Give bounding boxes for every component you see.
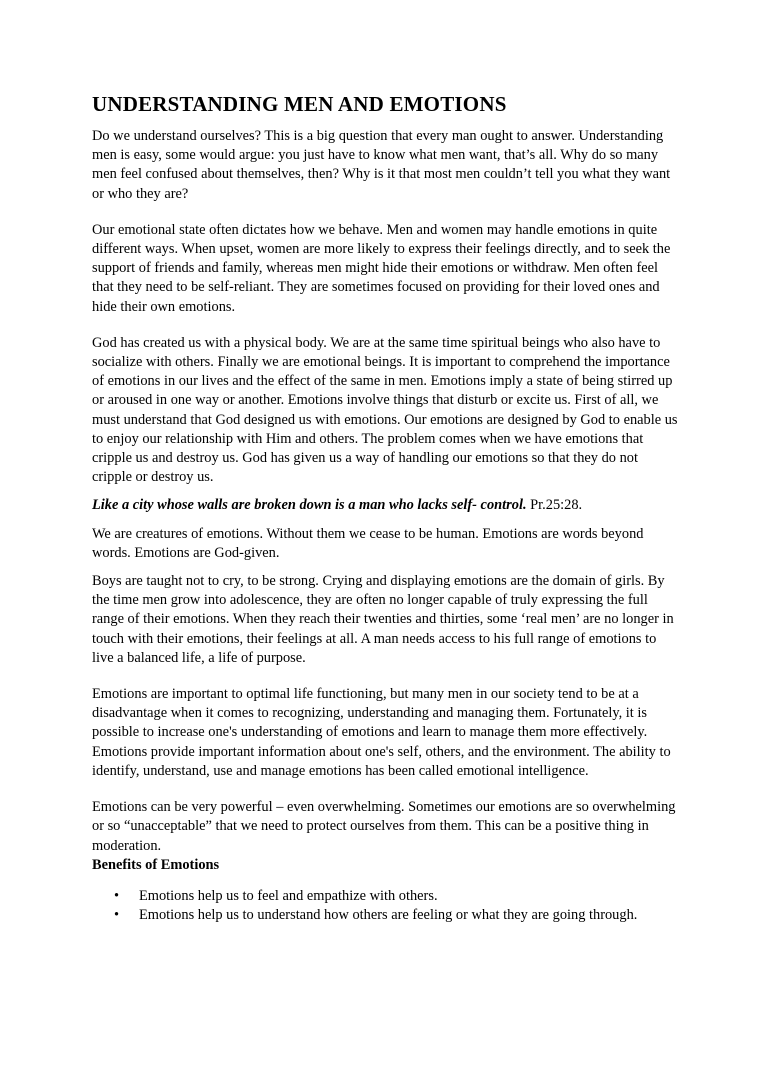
paragraph-emotional-state: Our emotional state often dictates how we behave. Men and women may handle emotions in quite different ways. When upset, women are more likely to express their feelings directly, and to seek the support of friends and family, whereas men might hide their emotions or withdraw. Men often feel that they need to be self-reliant. They are sometimes focused on providing for their loved ones and hide their own emotions.	[92, 221, 671, 315]
list-item-text: Emotions help us to feel and empathize with others.	[139, 887, 438, 904]
benefits-heading: Benefits of Emotions	[92, 856, 220, 873]
document-page	[92, 92, 680, 925]
list-item-text: Emotions help us to understand how others are feeling or what they are going through.	[139, 907, 638, 924]
document-title: UNDERSTANDING MEN AND EMOTIONS	[92, 92, 507, 116]
paragraph-powerful: Emotions can be very powerful – even overwhelming. Sometimes our emotions are so overwhelming or so “unacceptable” that we need to protect ourselves from them. This can be a positive thing in moderation.	[92, 799, 676, 854]
scripture-quote	[92, 496, 680, 515]
paragraph-god-created: God has created us with a physical body. We are at the same time spiritual beings who also have to socialize with others. Finally we are emotional beings. It is important to comprehend the importance of emotions in our lives and the effect of the same in men. Emotions imply a state of being stirred up or aroused in one way or another. Emotions involve things that disturb or excite us. First of all, we must understand that God designed us with emotions. Our emotions are designed by God to enable us to enjoy our relationship with Him and others. The problem comes when we have emotions that cripple us and destroy us. God has given us a way of handling our emotions so that they do not cripple or destroy us.	[92, 334, 678, 486]
quote-text: Like a city whose walls are broken down is a man who lacks self- control.	[92, 497, 527, 514]
paragraph-intro: Do we understand ourselves? This is a big question that every man ought to answer. Understanding men is easy, some would argue: you just have to know what men want, that’s all. Why do so many men feel confused about themselves, then? Why is it that most men couldn’t tell you what they want or who they are?	[92, 128, 671, 202]
benefits-list	[92, 887, 680, 925]
bullet-icon: •	[114, 907, 120, 924]
bullet-icon: •	[114, 887, 120, 904]
list-item	[114, 887, 680, 906]
paragraph-creatures: We are creatures of emotions. Without them we cease to be human. Emotions are words beyond words. Emotions are God-given.	[92, 525, 644, 561]
paragraph-optimal-life: Emotions are important to optimal life functioning, but many men in our society tend to be at a disadvantage when it comes to recognizing, understanding and managing them. Fortunately, it is possible to increase one's understanding of emotions and learn to manage them more effectively. Emotions provide important information about one's self, others, and the environment. The ability to identify, understand, use and manage emotions has been called emotional intelligence.	[92, 686, 671, 779]
list-item	[114, 906, 680, 925]
paragraph-boys: Boys are taught not to cry, to be strong. Crying and displaying emotions are the domain of girls. By the time men grow into adolescence, they are often no longer capable of truly expressing the full range of their emotions. When they reach their twenties and thirties, some ‘real men’ are no longer in touch with their emotions, their feelings at all. A man needs access to his full range of emotions to live a balanced life, a life of purpose.	[92, 573, 674, 666]
quote-reference: Pr.25:28.	[526, 497, 583, 514]
